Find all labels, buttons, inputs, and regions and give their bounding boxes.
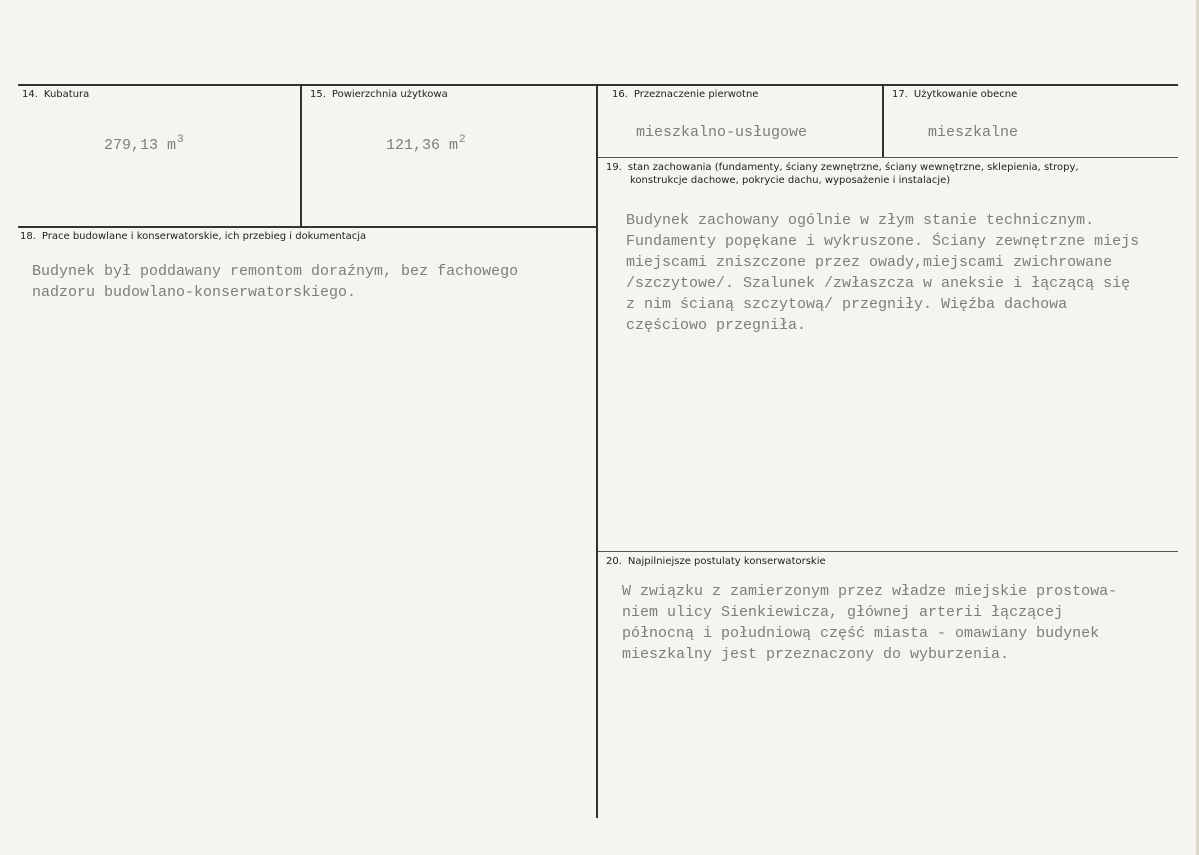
- field-17-value: mieszkalne: [928, 124, 1019, 141]
- field-19-label: [606, 162, 1079, 173]
- field-19-text: [626, 210, 1139, 336]
- field-18-text: [32, 261, 518, 303]
- field-19-line: częściowo przegniła.: [626, 317, 807, 334]
- powierzchnia-value: 121,36 m: [386, 137, 459, 154]
- field-17-title: Użytkowanie obecne: [913, 89, 1018, 100]
- center-divider: [596, 84, 598, 818]
- field-19-line: miejscami zniszczone przez owady,miejscami zwichrowane: [626, 254, 1113, 271]
- field-17-label: [892, 89, 1017, 100]
- field-15-title: Powierzchnia użytkowa: [331, 89, 448, 100]
- field-20-title: Najpilniejsze postulaty konserwatorskie: [627, 556, 826, 567]
- field-20-text: [622, 581, 1117, 665]
- rule-above-18: [18, 226, 598, 228]
- field-18-line: nadzoru budowlano-konserwatorskiego.: [32, 284, 357, 301]
- field-19-line: /szczytowe/. Szalunek /zwłaszcza w aneksie i łączącą się: [626, 275, 1131, 292]
- field-18-title: Prace budowlane i konserwatorskie, ich przebieg i dokumentacja: [41, 231, 367, 242]
- field-19-title-line1: stan zachowania (fundamenty, ściany zewnętrzne, ściany wewnętrzne, sklepienia, stropy,: [627, 162, 1079, 173]
- field-18-label: [20, 231, 366, 242]
- field-18-line: Budynek był poddawany remontom doraźnym, bez fachowego: [32, 263, 519, 280]
- field-15-number: 15.: [310, 89, 326, 100]
- field-14-title: Kubatura: [43, 89, 90, 100]
- field-14-value: [104, 130, 184, 156]
- field-16-label: [612, 89, 758, 100]
- field-19-number: 19.: [606, 162, 622, 173]
- kubatura-value: 279,13 m: [104, 137, 177, 154]
- top-rule: [18, 84, 1178, 86]
- field-20-label: [606, 556, 826, 567]
- field-19-line: z nim ścianą szczytową/ przegniły. Więźba dachowa: [626, 296, 1068, 313]
- divider-16-17: [882, 84, 884, 157]
- field-16-title: Przeznaczenie pierwotne: [633, 89, 759, 100]
- field-14-label: [22, 89, 89, 100]
- field-20-line: W związku z zamierzonym przez władze miejskie prostowa-: [622, 583, 1118, 600]
- field-20-line: północną i południową część miasta - omawiany budynek: [622, 625, 1100, 642]
- rule-above-19: [598, 157, 1178, 158]
- field-20-number: 20.: [606, 556, 622, 567]
- field-19-label-line2: konstrukcje dachowe, pokrycie dachu, wyposażenie i instalacje): [630, 175, 951, 186]
- field-17-number: 17.: [892, 89, 908, 100]
- kubatura-unit-exponent: 3: [177, 134, 184, 146]
- field-16-number: 16.: [612, 89, 628, 100]
- field-19-line: Budynek zachowany ogólnie w złym stanie technicznym.: [626, 212, 1095, 229]
- field-20-line: niem ulicy Sienkiewicza, głównej arterii łączącej: [622, 604, 1064, 621]
- divider-14-15: [300, 84, 302, 226]
- rule-above-20: [598, 551, 1178, 552]
- field-16-value: mieszkalno-usługowe: [636, 124, 808, 141]
- field-15-label: [310, 89, 448, 100]
- field-15-value: [386, 130, 466, 156]
- powierzchnia-unit-exponent: 2: [459, 134, 466, 146]
- field-20-line: mieszkalny jest przeznaczony do wyburzenia.: [622, 646, 1010, 663]
- field-14-number: 14.: [22, 89, 38, 100]
- field-18-number: 18.: [20, 231, 36, 242]
- field-19-line: Fundamenty popękane i wykruszone. Ściany zewnętrzne miejs: [626, 233, 1140, 250]
